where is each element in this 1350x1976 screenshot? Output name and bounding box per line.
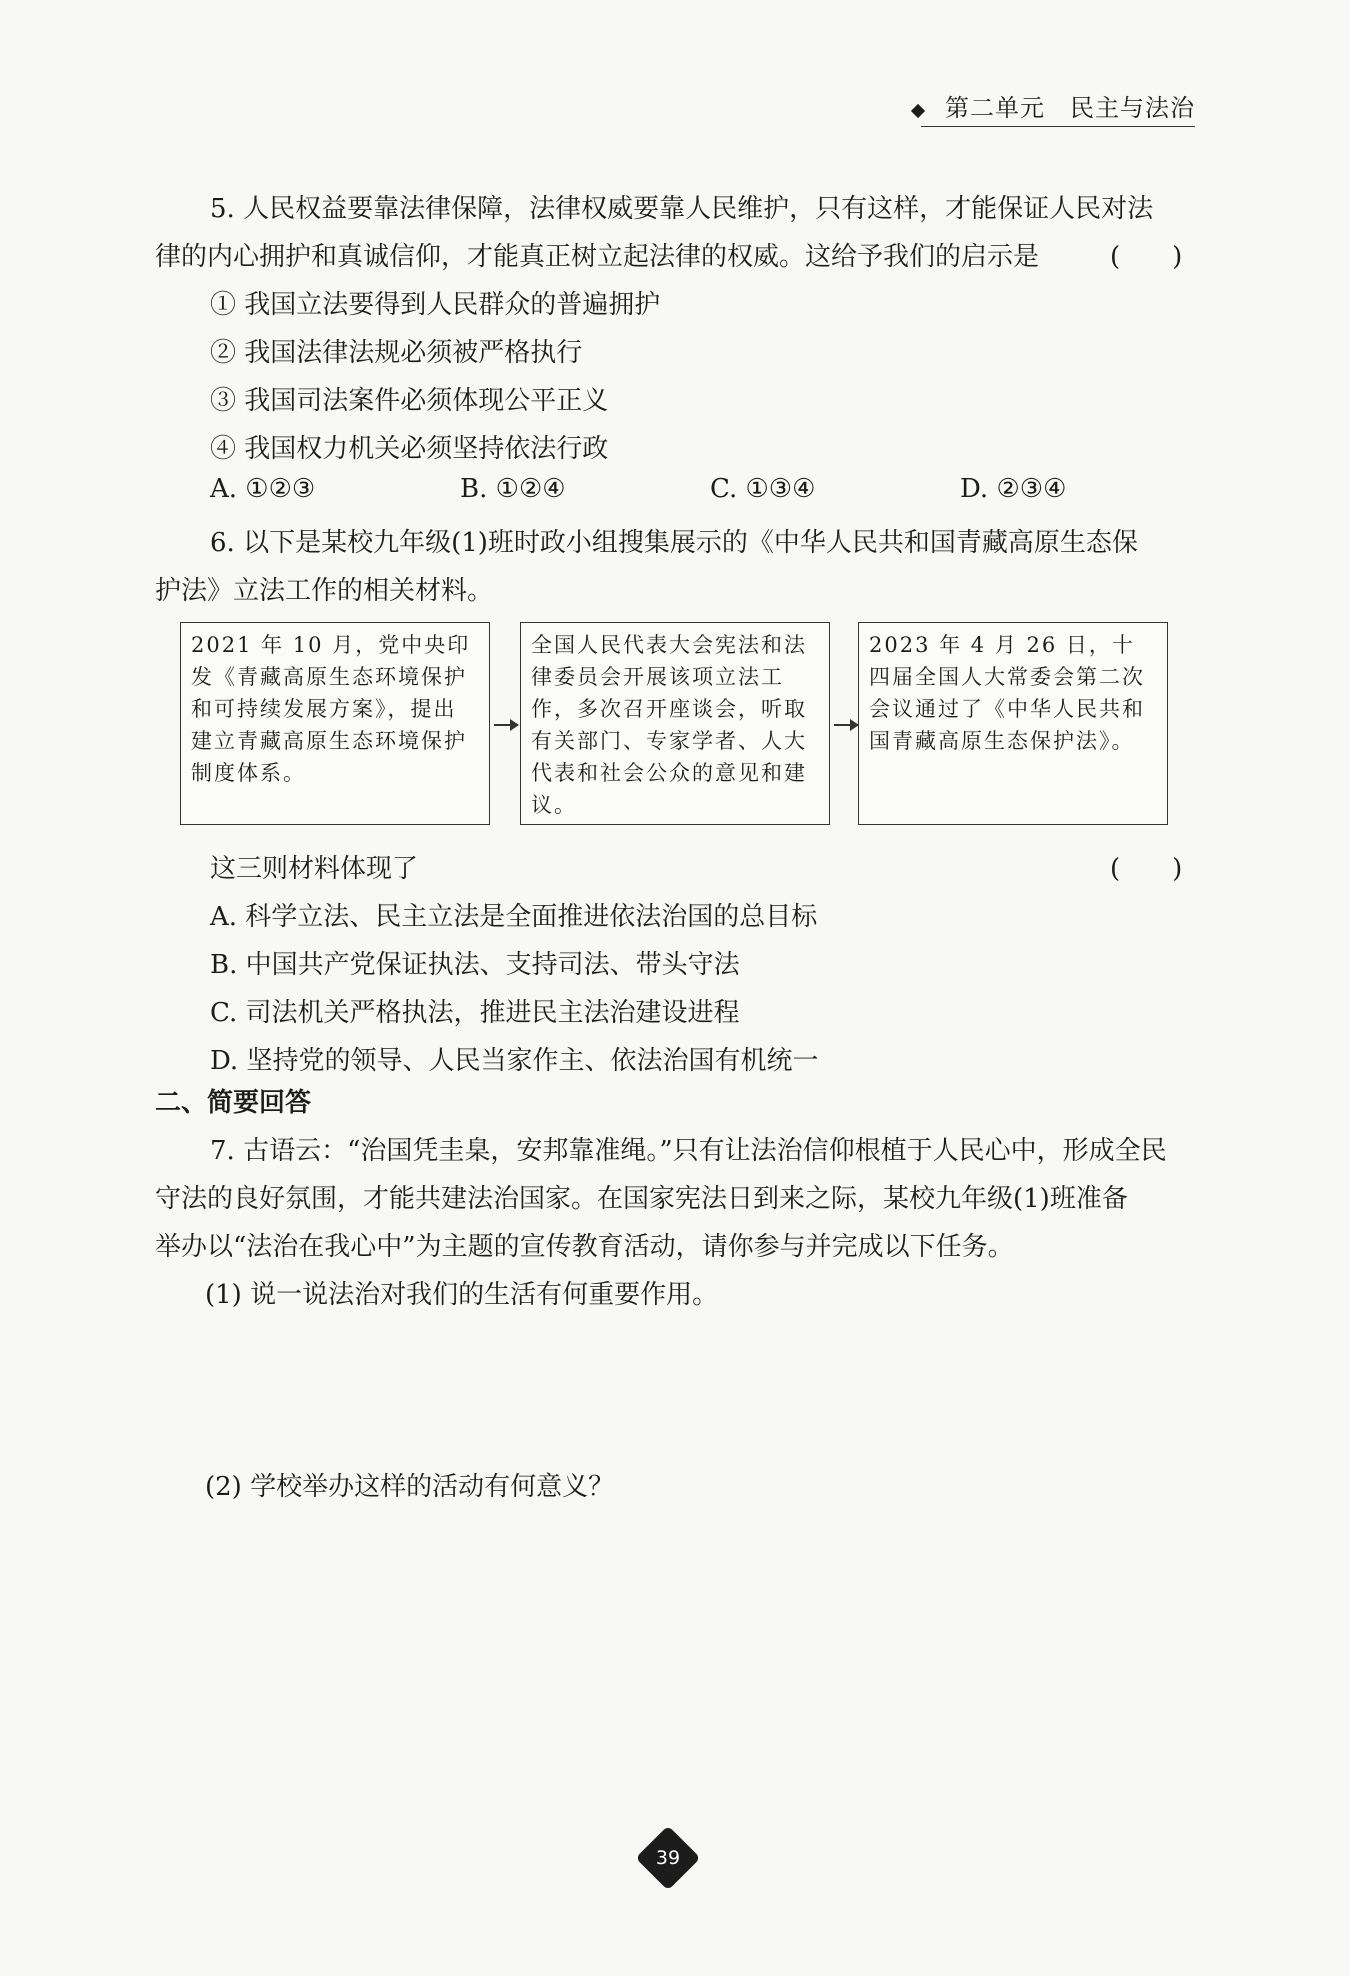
q6-option-b[interactable]: B. 中国共产党保证执法、支持司法、带头守法 [210,950,740,980]
q6-question: 这三则材料体现了 [210,854,419,884]
q7-sub1: (1) 说一说法治对我们的生活有何重要作用。 [205,1280,719,1310]
q6-stem-line2: 护法》立法工作的相关材料。 [155,576,494,606]
q5-answer-paren[interactable]: ( ) [1110,242,1183,272]
q5-item-1: ① 我国立法要得到人民群众的普遍拥护 [210,290,661,320]
q5-item-3: ③ 我国司法案件必须体现公平正义 [210,386,609,416]
q5-stem-line1: 5. 人民权益要靠法律保障，法律权威要靠人民维护，只有这样，才能保证人民对法 [210,194,1154,224]
q5-option-b[interactable]: B. ①②④ [460,474,566,504]
q5-stem-line2: 律的内心拥护和真诚信仰，才能真正树立起法律的权威。这给予我们的启示是 [155,242,1040,272]
q5-option-d[interactable]: D. ②③④ [960,474,1067,504]
section-title: 二、简要回答 [155,1088,312,1118]
unit-title: 第二单元 民主与法治 [945,94,1195,122]
material-box-2: 全国人民代表大会宪法和法律委员会开展该项立法工作，多次召开座谈会，听取有关部门、专家学者、人大代表和社会公众的意见和建议。 [520,622,830,825]
q7-sub2: (2) 学校举办这样的活动有何意义？ [205,1472,615,1502]
material-box-1: 2021 年 10 月，党中央印发《青藏高原生态环境保护和可持续发展方案》，提出建立青藏高原生态环境保护制度体系。 [180,622,490,825]
diamond-icon [911,104,925,118]
header-rule [921,126,1195,127]
q7-line2: 守法的良好氛围，才能共建法治国家。在国家宪法日到来之际，某校九年级(1)班准备 [155,1184,1128,1214]
q5-item-2: ② 我国法律法规必须被严格执行 [210,338,583,368]
material-box-3: 2023 年 4 月 26 日，十四届全国人大常委会第二次会议通过了《中华人民共和国青藏高原生态保护法》。 [858,622,1168,825]
arrow-right-icon [834,724,858,726]
page-number: 39 [655,1847,681,1869]
q7-line1: 7. 古语云：“治国凭圭臬，安邦靠准绳。”只有让法治信仰根植于人民心中，形成全民 [210,1136,1167,1166]
q5-item-4: ④ 我国权力机关必须坚持依法行政 [210,434,609,464]
q6-stem-line1: 6. 以下是某校九年级(1)班时政小组搜集展示的《中华人民共和国青藏高原生态保 [210,528,1138,558]
q7-line3: 举办以“法治在我心中”为主题的宣传教育活动，请你参与并完成以下任务。 [155,1232,1014,1262]
unit-header [945,88,1195,123]
q5-options [210,474,1170,510]
q6-answer-paren[interactable]: ( ) [1110,854,1183,884]
q6-option-a[interactable]: A. 科学立法、民主立法是全面推进依法治国的总目标 [210,902,818,932]
q6-option-c[interactable]: C. 司法机关严格执法，推进民主法治建设进程 [210,998,740,1028]
q6-option-d[interactable]: D. 坚持党的领导、人民当家作主、依法治国有机统一 [210,1046,819,1076]
q5-option-a[interactable]: A. ①②③ [210,474,316,504]
arrow-right-icon [494,724,518,726]
q5-option-c[interactable]: C. ①③④ [710,474,816,504]
